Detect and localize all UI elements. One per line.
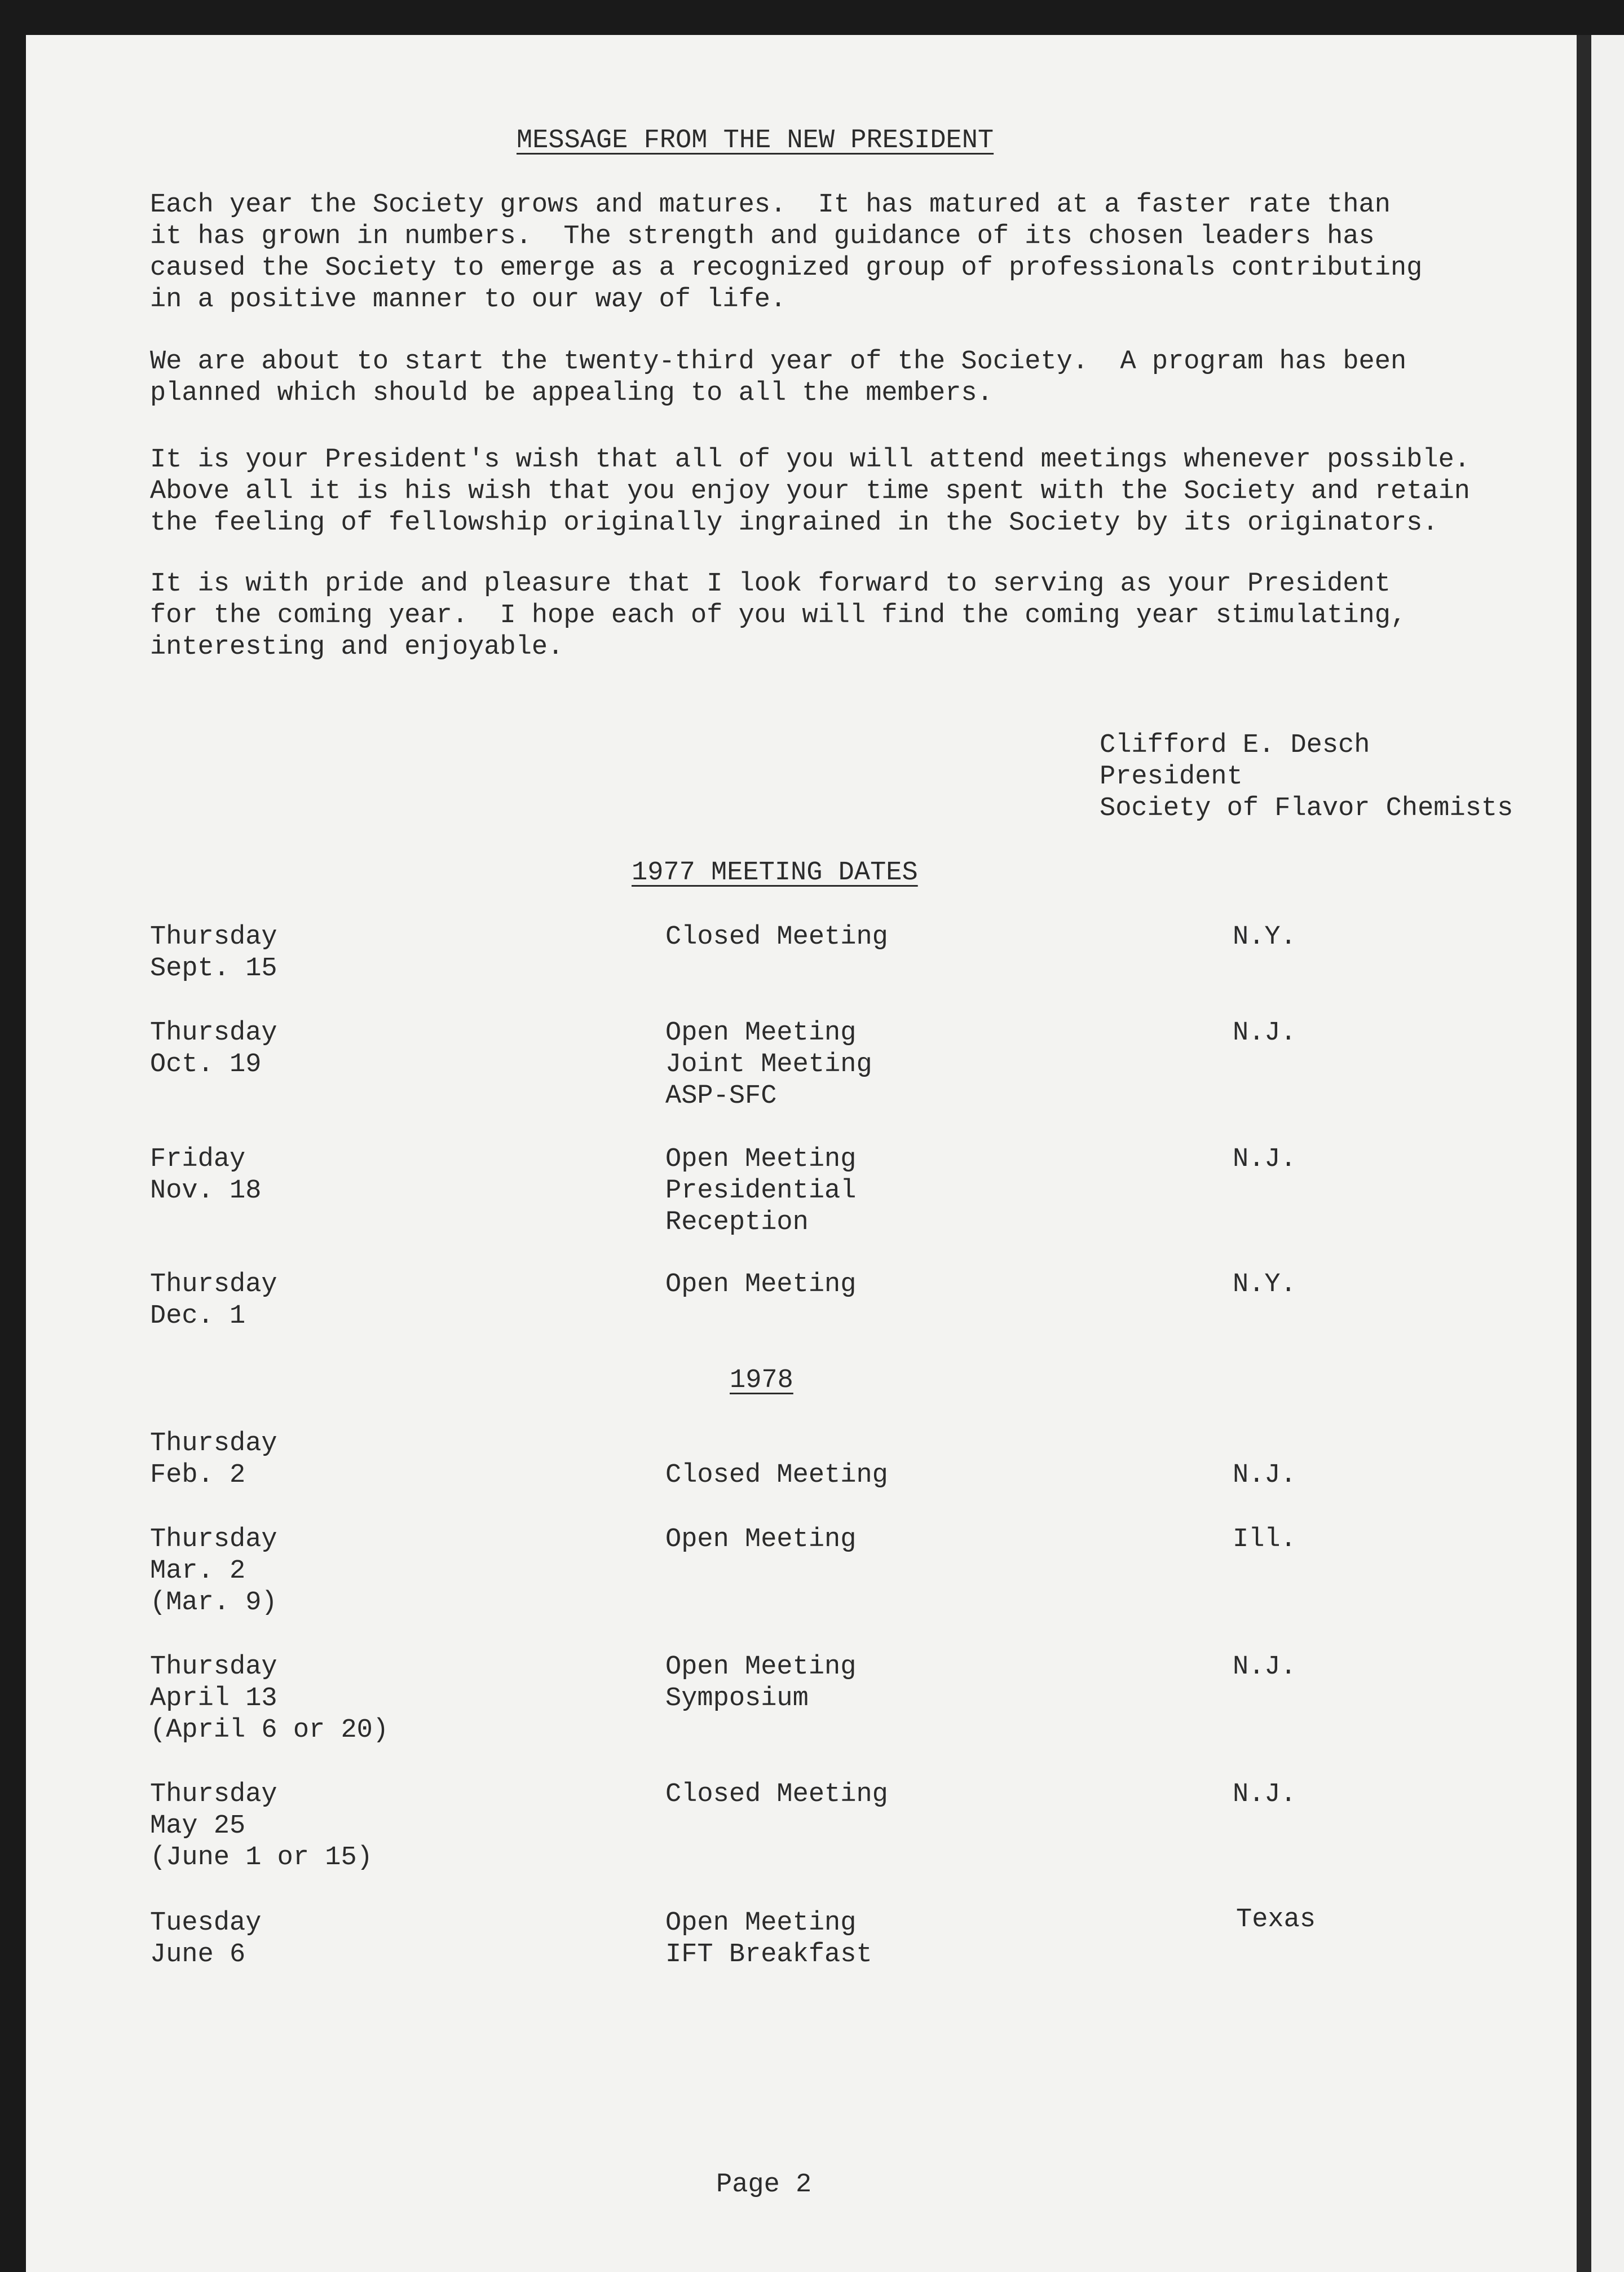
meeting-location: Ill. — [1233, 1525, 1296, 1555]
paragraph-1: Each year the Society grows and matures. It has matured at a faster rate than it has grown in numbers. The strength and guidance of its chosen leaders has caused the Society to emerge as a recognized group of professionals contributing in a positive manner to our way of life. — [150, 190, 1423, 315]
signature-organization: Society of Flavor Chemists — [1100, 794, 1513, 824]
page-title: MESSAGE FROM THE NEW PRESIDENT — [517, 126, 994, 156]
binding-gutter — [1577, 35, 1591, 2272]
meetings-1978-heading: 1978 — [730, 1366, 793, 1395]
meeting-date: Thursday Feb. 2 — [150, 1429, 277, 1490]
meeting-date: Thursday Mar. 2 (Mar. 9) — [150, 1525, 277, 1618]
meeting-location: N.J. — [1233, 1652, 1296, 1682]
paragraph-3: It is your President's wish that all of you will attend meetings whenever possible. Above all it is his wish that you enjoy your time spent with the Society and retain the feeling of fellowship originally ingrained in the Society by its originators. — [150, 445, 1470, 538]
meeting-location: N.Y. — [1233, 1270, 1296, 1300]
meeting-location: N.J. — [1233, 1018, 1296, 1048]
meeting-location: N.J. — [1233, 1780, 1296, 1809]
meeting-location: Texas — [1236, 1905, 1316, 1935]
next-page-edge — [1591, 35, 1624, 2272]
meeting-type: Closed Meeting — [665, 1780, 888, 1809]
paragraph-2: We are about to start the twenty-third year of the Society. A program has been planned which should be appealing to all the members. — [150, 347, 1407, 408]
meeting-date: Thursday April 13 (April 6 or 20) — [150, 1652, 389, 1745]
meeting-type: Open Meeting Symposium — [665, 1652, 857, 1714]
meeting-location: N.J. — [1233, 1144, 1296, 1174]
meeting-date: Tuesday June 6 — [150, 1908, 262, 1970]
signature-name: Clifford E. Desch — [1100, 730, 1370, 760]
page-number: Page 2 — [716, 2170, 812, 2200]
meeting-location: N.Y. — [1233, 922, 1296, 952]
signature-title: President — [1100, 762, 1243, 792]
meeting-type: Open Meeting — [665, 1270, 857, 1300]
meeting-date: Friday Nov. 18 — [150, 1144, 262, 1206]
document-page — [26, 35, 1577, 2272]
meeting-type: Open Meeting Presidential Reception — [665, 1144, 857, 1238]
meeting-type: Open Meeting Joint Meeting ASP-SFC — [665, 1018, 872, 1111]
meeting-location: N.J. — [1233, 1460, 1296, 1490]
meeting-date: Thursday Sept. 15 — [150, 922, 277, 984]
meeting-type: Closed Meeting — [665, 922, 888, 952]
meeting-type: Closed Meeting — [665, 1460, 888, 1490]
meeting-type: Open Meeting — [665, 1525, 857, 1555]
meetings-1977-heading: 1977 MEETING DATES — [632, 858, 918, 888]
meeting-date: Thursday May 25 (June 1 or 15) — [150, 1780, 373, 1873]
meeting-date: Thursday Dec. 1 — [150, 1270, 277, 1331]
meeting-type: Open Meeting IFT Breakfast — [665, 1908, 872, 1970]
paragraph-4: It is with pride and pleasure that I look forward to serving as your President for the coming year. I hope each of you will find the coming year stimulating, interesting and enjoyable. — [150, 569, 1407, 662]
meeting-date: Thursday Oct. 19 — [150, 1018, 277, 1080]
